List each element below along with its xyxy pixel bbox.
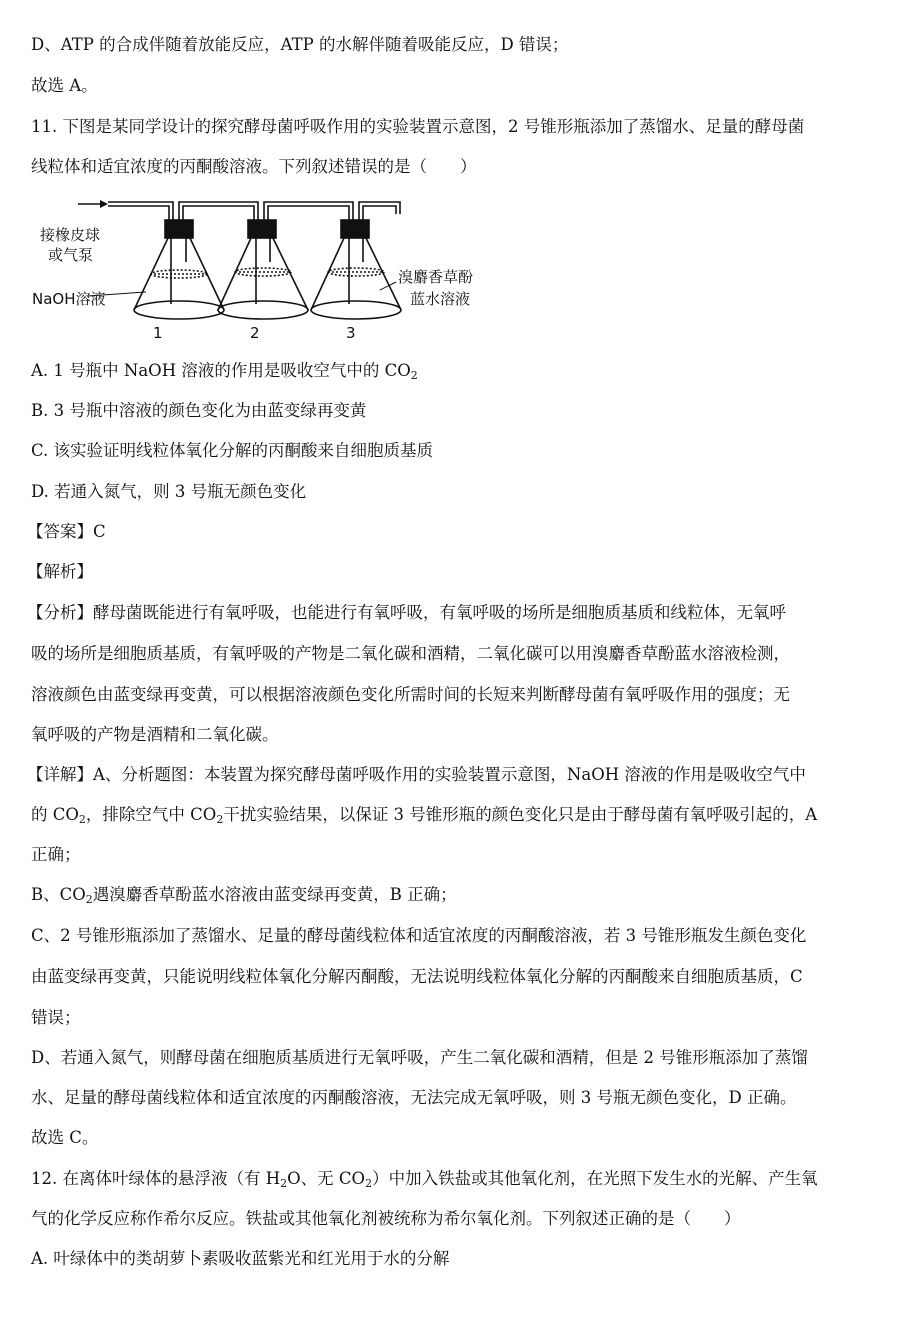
q11-option-b: B. 3 号瓶中溶液的颜色变化为由蓝变绿再变黄 — [31, 401, 367, 420]
detail-d-line1: D、若通入氮气，则酵母菌在细胞质基质进行无氧呼吸，产生二氧化碳和酒精，但是 2 号锥形瓶添加了蒸馏 — [31, 1048, 808, 1067]
q11-option-c: C. 该实验证明线粒体氧化分解的丙酮酸来自细胞质基质 — [31, 441, 434, 460]
q11-answer: 【答案】C — [27, 522, 106, 541]
experiment-apparatus-figure — [28, 192, 498, 342]
pump-label-line2: 或气泵 — [48, 246, 94, 264]
flask-number-3: 3 — [346, 324, 356, 342]
detail-a-line3: 正确； — [31, 845, 81, 864]
q11-explanation-heading: 【解析】 — [27, 562, 93, 581]
detail-d-line2: 水、足量的酵母菌线粒体和适宜浓度的丙酮酸溶液，无法完成无氧呼吸，则 3 号瓶无颜色变化，D 正确。 — [31, 1088, 797, 1107]
detail-a-line1: 【详解】A、分析题图：本装置为探究酵母菌呼吸作用的实验装置示意图，NaOH 溶液的作用是吸收空气中 — [27, 765, 806, 784]
q11-stem-line1: 11. 下图是某同学设计的探究酵母菌呼吸作用的实验装置示意图，2 号锥形瓶添加了蒸馏水、足量的酵母菌 — [31, 117, 805, 136]
q12-option-a: A. 叶绿体中的类胡萝卜素吸收蓝紫光和红光用于水的分解 — [31, 1249, 450, 1268]
q11-stem-line2: 线粒体和适宜浓度的丙酮酸溶液。下列叙述错误的是（ ） — [31, 157, 477, 176]
flask-3 — [311, 220, 401, 319]
flask-number-2: 2 — [250, 324, 260, 342]
flask-2 — [218, 220, 308, 319]
indicator-label-line2: 蓝水溶液 — [410, 290, 471, 308]
flask-1 — [134, 220, 224, 319]
detail-c-line1: C、2 号锥形瓶添加了蒸馏水、足量的酵母菌线粒体和适宜浓度的丙酮酸溶液，若 3 号锥形瓶发生颜色变化 — [31, 926, 807, 945]
analysis-line2: 吸的场所是细胞质基质，有氧呼吸的产物是二氧化碳和酒精，二氧化碳可以用溴麝香草酚蓝水溶液检测， — [31, 644, 790, 663]
analysis-line4: 氧呼吸的产物是酒精和二氧化碳。 — [31, 725, 279, 744]
q12-stem-line2: 气的化学反应称作希尔反应。铁盐或其他氧化剂被统称为希尔氧化剂。下列叙述正确的是（ ） — [31, 1209, 741, 1228]
q12-stem-line1: 12. 在离体叶绿体的悬浮液（有 $H_2O$、无 $CO_2$）中加入铁盐或其他氧化剂，在光照下发生水的光解、产生氧 — [31, 1169, 818, 1190]
analysis-line3: 溶液颜色由蓝变绿再变黄，可以根据溶液颜色变化所需时间的长短来判断酵母菌有氧呼吸作用的强度；无 — [31, 685, 790, 704]
analysis-line1: 【分析】酵母菌既能进行有氧呼吸，也能进行有氧呼吸，有氧呼吸的场所是细胞质基质和线粒体，无氧呼 — [27, 603, 786, 622]
q11-final-answer: 故选 C。 — [31, 1128, 99, 1147]
arrow-head-icon — [100, 200, 108, 208]
prev-option-d: D、ATP 的合成伴随着放能反应，ATP 的水解伴随着吸能反应，D 错误； — [31, 35, 569, 54]
detail-c-line3: 错误； — [31, 1008, 81, 1027]
q11-option-a: A. 1 号瓶中 NaOH 溶液的作用是吸收空气中的 $CO_2$ — [31, 361, 418, 382]
pump-label-line1: 接橡皮球 — [40, 226, 101, 244]
detail-a-line2: 的 $CO_2$，排除空气中 $CO_2$干扰实验结果，以保证 3 号锥形瓶的颜色变化只是由于酵母菌有氧呼吸引起的，A — [31, 805, 818, 826]
prev-answer: 故选 A。 — [31, 76, 98, 95]
q11-option-d: D. 若通入氮气，则 3 号瓶无颜色变化 — [31, 482, 307, 501]
naoh-label: NaOH溶液 — [32, 290, 106, 308]
flask-number-1: 1 — [153, 324, 163, 342]
indicator-label-line1: 溴麝香草酚 — [398, 268, 474, 286]
detail-c-line2: 由蓝变绿再变黄，只能说明线粒体氧化分解丙酮酸，无法说明线粒体氧化分解的丙酮酸来自细胞质基质，C — [31, 967, 803, 986]
detail-b: B、$CO_2$遇溴麝香草酚蓝水溶液由蓝变绿再变黄，B 正确； — [31, 885, 457, 906]
